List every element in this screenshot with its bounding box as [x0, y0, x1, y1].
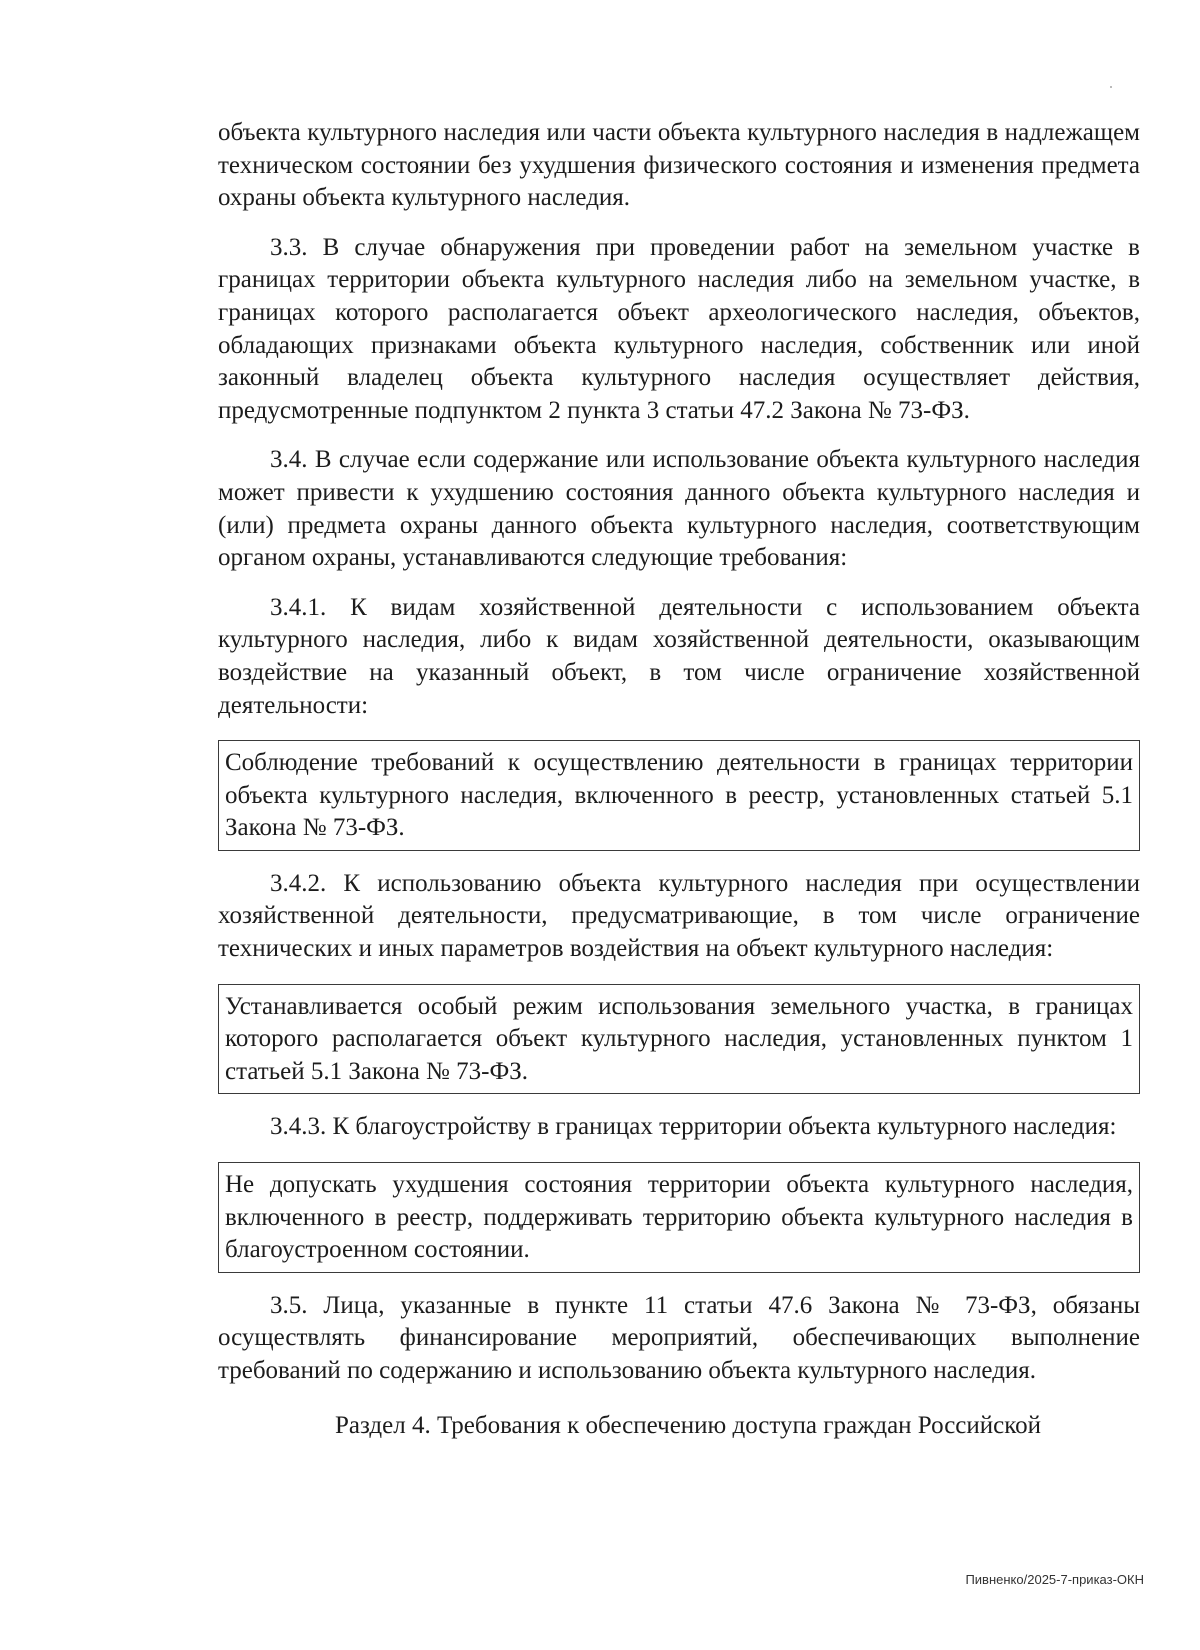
paragraph-3-4: 3.4. В случае если содержание или использование объекта культурного наследия может привести к ухудшению состояния данного объекта культурного наследия и (или) предмета охраны данного объекта культурного наследия, соответствующим органом охраны, устанавливаются следующие требования:: [218, 446, 1140, 572]
paragraph-3-4-2: 3.4.2. К использованию объекта культурного наследия при осуществлении хозяйственной деятельности, предусматривающие, в том числе ограничение технических и иных параметров воздействия на объект культурного наследия:: [218, 869, 1140, 963]
document-body: [218, 117, 1140, 1442]
scan-speck: [1110, 86, 1112, 88]
paragraph-3-3: 3.3. В случае обнаружения при проведении работ на земельном участке в границах территории объекта культурного наследия либо на земельном участке, в границах которого располагается объект археологического наследия, объектов, обладающих признаками объекта культурного наследия, собственник или иной законный владелец объекта культурного наследия осуществляет действия, предусмотренные подпунктом 2 пункта 3 статьи 47.2 Закона № 73-ФЗ.: [218, 233, 1140, 424]
paragraph-3-4-1: 3.4.1. К видам хозяйственной деятельности с использованием объекта культурного наследия, либо к видам хозяйственной деятельности, оказывающим воздействие на указанный объект, в том числе ограничение хозяйственной деятельности:: [218, 593, 1140, 719]
requirement-box-3-4-2: Устанавливается особый режим использования земельного участка, в границах которого располагается объект культурного наследия, установленных пунктом 1 статьей 5.1 Закона № 73-ФЗ.: [218, 984, 1140, 1095]
requirement-box-3-4-1: Соблюдение требований к осуществлению деятельности в границах территории объекта культурного наследия, включенного в реестр, установленных статьей 5.1 Закона № 73-ФЗ.: [218, 740, 1140, 851]
paragraph-3-5: 3.5. Лица, указанные в пункте 11 статьи 47.6 Закона № 73-ФЗ, обязаны осуществлять финансирование мероприятий, обеспечивающих выполнение требований по содержанию и использованию объекта культурного наследия.: [218, 1291, 1140, 1384]
paragraph-continuation: объекта культурного наследия или части объекта культурного наследия в надлежащем техническом состоянии без ухудшения физического состояния и изменения предмета охраны объекта культурного наследия.: [218, 119, 1140, 212]
document-footer-code: Пивненко/2025-7-приказ-ОКН: [965, 1572, 1144, 1587]
requirement-box-3-4-3: Не допускать ухудшения состояния территории объекта культурного наследия, включенного в реестр, поддерживать территорию объекта культурного наследия в благоустроенном состоянии.: [218, 1162, 1140, 1273]
section-4-heading: Раздел 4. Требования к обеспечению доступа граждан Российской: [334, 1411, 1042, 1439]
paragraph-3-4-3: 3.4.3. К благоустройству в границах территории объекта культурного наследия:: [270, 1113, 1117, 1141]
